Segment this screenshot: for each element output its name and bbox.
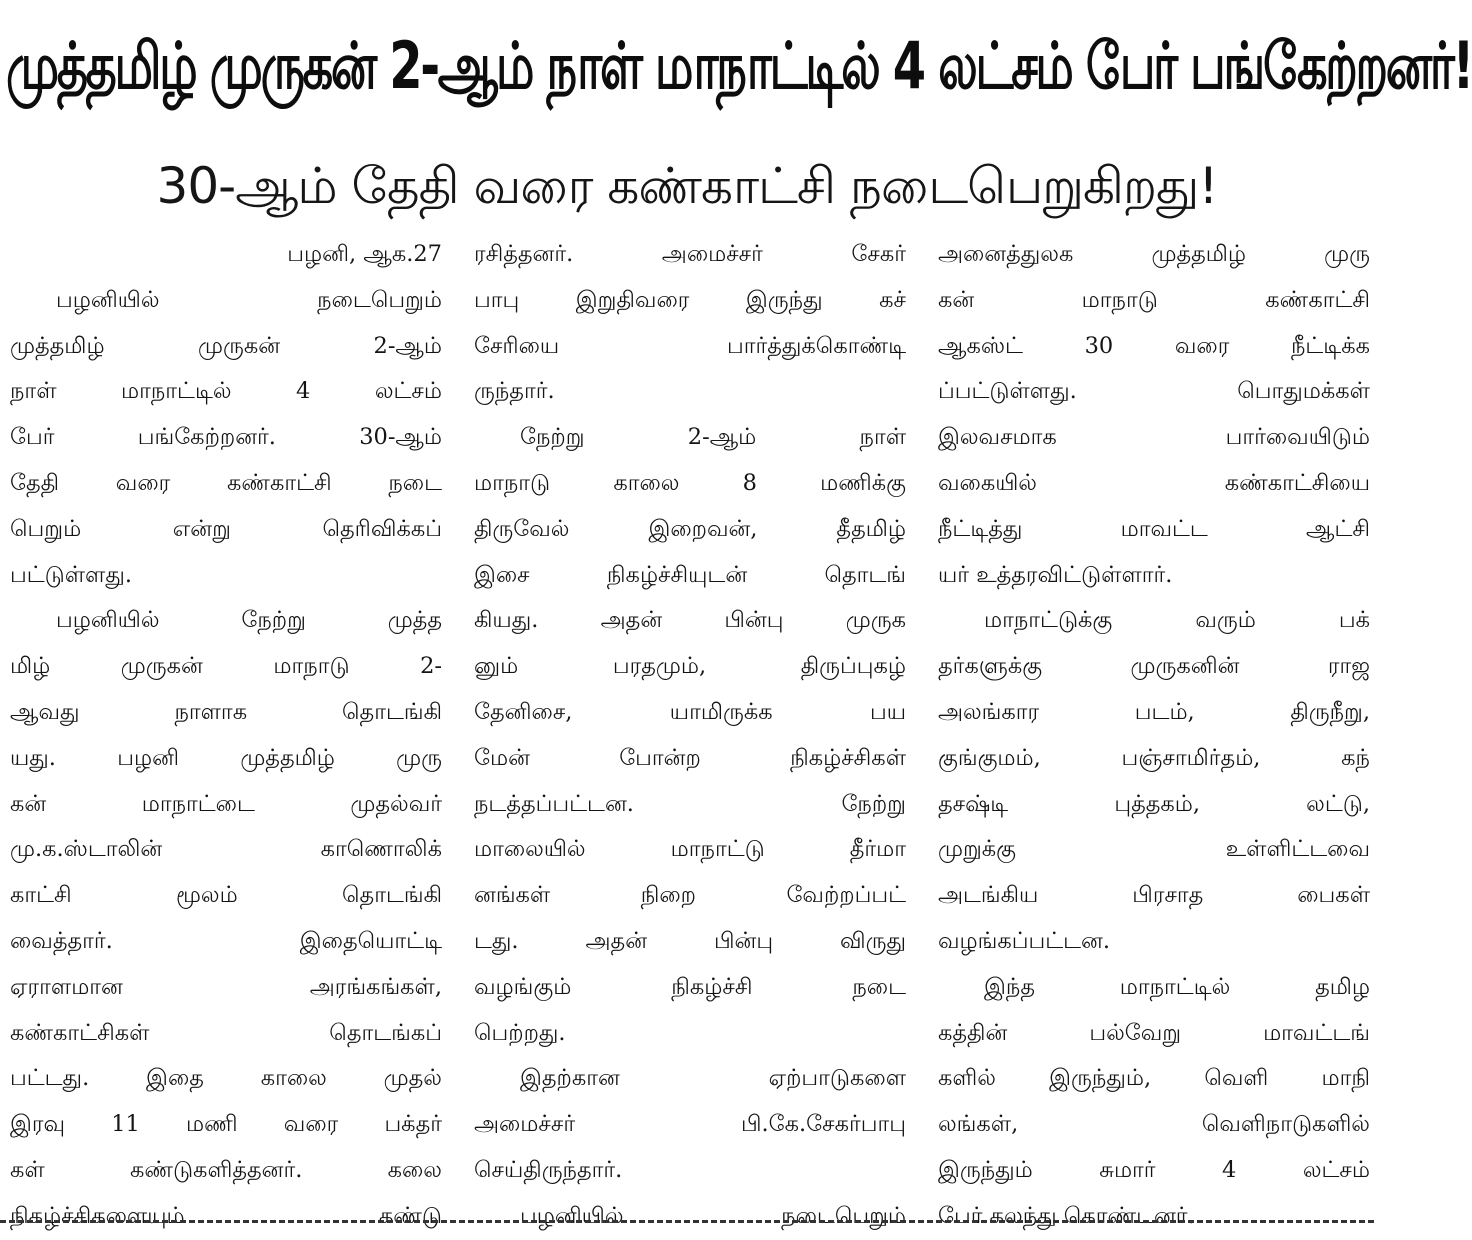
article-body <box>10 232 1370 1229</box>
text-line: ப்பட்டுள்ளது. பொதுமக்கள் <box>938 378 1370 405</box>
text-line: லங்கள், வெளிநாடுகளில் <box>938 1111 1370 1138</box>
bottom-dashed-divider <box>0 1220 1374 1223</box>
text-line: பெறும் என்று தெரிவிக்கப் <box>10 515 442 542</box>
text-line: செய்திருந்தார். <box>474 1156 623 1183</box>
text-line: முறுக்கு உள்ளிட்டவை <box>938 836 1370 863</box>
text-line: யது. பழனி முத்தமிழ் முரு <box>10 744 442 771</box>
text-line: குங்குமம், பஞ்சாமிர்தம், கந் <box>938 744 1370 771</box>
text-line: வகையில் கண்காட்சியை <box>938 469 1370 496</box>
text-line: பழனியில் நேற்று முத்த <box>56 607 442 634</box>
text-line: முத்தமிழ் முருகன் 2-ஆம் <box>10 332 442 359</box>
subheadline: 30-ஆம் தேதி வரை கண்காட்சி நடைபெறுகிறது! <box>156 157 1218 215</box>
text-line: மு.க.ஸ்டாலின் காணொலிக் <box>10 836 442 863</box>
text-line: கண்காட்சிகள் தொடங்கப் <box>10 1019 442 1046</box>
text-line: பாபு இறுதிவரை இருந்து கச் <box>474 286 906 313</box>
text-line: பட்டுள்ளது. <box>10 561 133 588</box>
dateline: பழனி, ஆக.27 <box>287 241 442 267</box>
text-line: அடங்கிய பிரசாத பைகள் <box>938 882 1370 909</box>
text-line: ஏராளமான அரங்கங்கள், <box>10 973 442 1000</box>
text-line: தேதி வரை கண்காட்சி நடை <box>10 469 442 496</box>
text-line: இதற்கான ஏற்பாடுகளை <box>520 1065 906 1092</box>
text-line: பேர் கலந்து கொண்டனர். <box>938 1202 1195 1229</box>
text-line: நேற்று 2-ஆம் நாள் <box>520 424 906 451</box>
text-line: மிழ் முருகன் மாநாடு 2- <box>10 653 442 680</box>
text-line: தேனிசை, யாமிருக்க பய <box>474 698 906 725</box>
text-line: பழனியில் நடைபெறும் <box>520 1202 906 1229</box>
text-line: னும் பரதமும், திருப்புகழ் <box>474 653 906 680</box>
text-line: பேர் பங்கேற்றனர். 30-ஆம் <box>10 424 442 451</box>
text-line: பட்டது. இதை காலை முதல் <box>10 1065 442 1092</box>
text-line: இருந்தும் சுமார் 4 லட்சம் <box>938 1156 1370 1183</box>
headline: முத்தமிழ் முருகன் 2-ஆம் நாள் மாநாட்டில் 4 லட்சம் பேர் பங்கேற்றனர்! <box>6 28 1472 105</box>
text-line: கன் மாநாடு கண்காட்சி <box>938 286 1370 313</box>
text-line: மேன் போன்ற நிகழ்ச்சிகள் <box>474 744 906 771</box>
text-line: மாலையில் மாநாட்டு தீர்மா <box>474 836 906 863</box>
text-line: நாள் மாநாட்டில் 4 லட்சம் <box>10 378 442 405</box>
text-line: தர்களுக்கு முருகனின் ராஜ <box>938 653 1370 680</box>
text-line: கன் மாநாட்டை முதல்வர் <box>10 790 442 817</box>
text-line: ஆவது நாளாக தொடங்கி <box>10 698 442 725</box>
text-line: அலங்கார படம், திருநீறு, <box>938 698 1370 725</box>
text-line: வழங்கும் நிகழ்ச்சி நடை <box>474 973 906 1000</box>
text-line: நீட்டித்து மாவட்ட ஆட்சி <box>938 515 1370 542</box>
text-line: மாநாட்டுக்கு வரும் பக் <box>984 607 1370 634</box>
text-line: திருவேல் இறைவன், தீதமிழ் <box>474 515 906 542</box>
text-line: நடத்தப்பட்டன. நேற்று <box>474 790 906 817</box>
text-line: ஆகஸ்ட் 30 வரை நீட்டிக்க <box>938 332 1370 359</box>
article-column-1 <box>10 232 442 1229</box>
text-line: நிகழ்ச்சிகளையும் கண்டு <box>10 1202 442 1229</box>
text-line: ரசித்தனர். அமைச்சர் சேகர் <box>474 241 906 267</box>
text-line: சேரியை பார்த்துக்கொண்டி <box>474 332 906 359</box>
text-line: வழங்கப்பட்டன. <box>938 927 1111 954</box>
text-line: காட்சி மூலம் தொடங்கி <box>10 882 442 909</box>
article-column-2 <box>474 232 906 1229</box>
text-line: மாநாடு காலை 8 மணிக்கு <box>474 469 906 496</box>
text-line: டது. அதன் பின்பு விருது <box>474 927 906 954</box>
text-line: பழனியில் நடைபெறும் <box>56 286 442 313</box>
text-line: வைத்தார். இதையொட்டி <box>10 927 442 954</box>
text-line: கியது. அதன் பின்பு முருக <box>474 607 906 634</box>
text-line: கத்தின் பல்வேறு மாவட்டங் <box>938 1019 1370 1046</box>
text-line: னங்கள் நிறை வேற்றப்பட் <box>474 882 906 909</box>
text-line: அமைச்சர் பி.கே.சேகர்பாபு <box>474 1111 906 1138</box>
text-line: பெற்றது. <box>474 1019 566 1046</box>
text-line: அனைத்துலக முத்தமிழ் முரு <box>938 241 1370 267</box>
text-line: இந்த மாநாட்டில் தமிழ <box>984 973 1370 1000</box>
text-line: இசை நிகழ்ச்சியுடன் தொடங் <box>474 561 906 588</box>
text-line: இரவு 11 மணி வரை பக்தர் <box>10 1111 442 1138</box>
article-column-3 <box>938 232 1370 1229</box>
text-line: இலவசமாக பார்வையிடும் <box>938 424 1370 451</box>
text-line: கள் கண்டுகளித்தனர். கலை <box>10 1156 442 1183</box>
text-line: யர் உத்தரவிட்டுள்ளார். <box>938 561 1173 588</box>
text-line: ருந்தார். <box>474 378 555 405</box>
text-line: தசஷ்டி புத்தகம், லட்டு, <box>938 790 1370 817</box>
text-line: களில் இருந்தும், வெளி மாநி <box>938 1065 1370 1092</box>
